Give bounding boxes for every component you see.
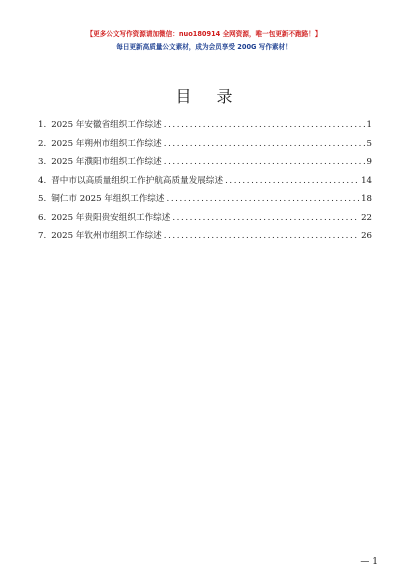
- toc-entry-title: 2025 年安徽省组织工作综述: [51, 120, 162, 130]
- toc-entry-page: 22: [361, 212, 372, 223]
- page-number: — 1: [360, 557, 378, 567]
- toc-entry-5[interactable]: [38, 192, 372, 211]
- toc-entry-title: 铜仁市 2025 年组织工作综述: [51, 194, 165, 204]
- toc-entry-1[interactable]: [38, 118, 372, 137]
- toc-entry-number: 1.: [38, 120, 47, 130]
- toc-dot-leader: [164, 231, 359, 241]
- toc-entry-number: 7.: [38, 231, 47, 241]
- toc-entry-2[interactable]: [38, 137, 372, 156]
- toc-entry-title: 2025 年钦州市组织工作综述: [51, 231, 162, 241]
- toc-title: 目 录: [175, 87, 243, 106]
- toc-entry-title: 2025 年濮阳市组织工作综述: [51, 157, 162, 167]
- toc-entry-3[interactable]: [38, 155, 372, 174]
- toc-dot-leader: [166, 194, 359, 204]
- toc-entry-page: 1: [366, 120, 372, 130]
- toc-entry-number: 2.: [38, 138, 47, 149]
- toc-entry-number: 5.: [38, 194, 47, 204]
- toc-entry-page: 14: [361, 175, 372, 186]
- toc-dot-leader: [164, 157, 365, 167]
- toc-dot-leader: [164, 139, 365, 149]
- toc-entry-page: 18: [361, 194, 372, 204]
- toc-entry-title: 2025 年朔州市组织工作综述: [51, 138, 162, 149]
- toc-entry-page: 5: [366, 138, 372, 149]
- toc-entry-page: 9: [366, 157, 372, 167]
- table-of-contents: [38, 118, 372, 248]
- toc-dot-leader: [164, 120, 365, 130]
- promo-banner: [0, 30, 408, 52]
- toc-entry-number: 3.: [38, 157, 47, 167]
- toc-entry-number: 4.: [38, 175, 47, 186]
- toc-entry-4[interactable]: [38, 174, 372, 193]
- toc-entry-page: 26: [361, 231, 372, 241]
- toc-entry-title: 晋中市以高质量组织工作护航高质量发展综述: [51, 175, 224, 186]
- toc-entry-6[interactable]: [38, 211, 372, 230]
- toc-entry-title: 2025 年贵阳贵安组织工作综述: [51, 212, 171, 223]
- promo-banner-line-1: 【更多公文写作资源请加微信：nuo180914 全网资源，唯一包更新不跑路！】: [86, 30, 322, 38]
- toc-dot-leader: [172, 213, 359, 223]
- promo-banner-line-2: 每日更新高质量公文素材，成为会员享受 200G 写作素材！: [116, 43, 292, 51]
- toc-entry-7[interactable]: [38, 229, 372, 248]
- toc-dot-leader: [225, 176, 359, 186]
- toc-entry-number: 6.: [38, 212, 47, 223]
